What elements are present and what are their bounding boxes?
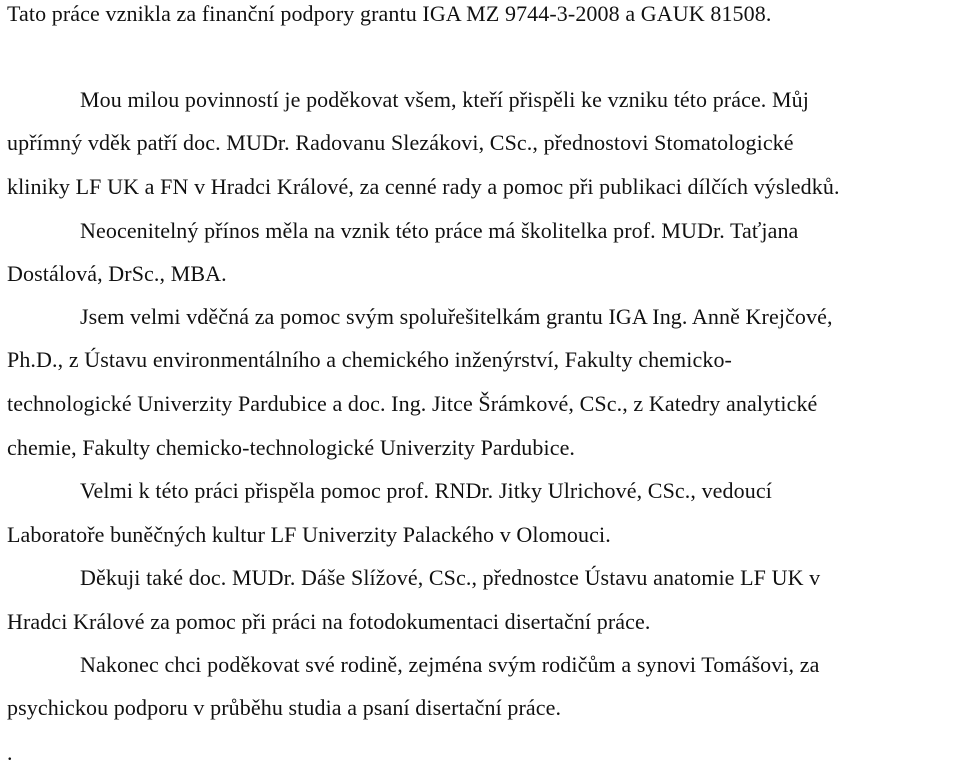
funding-line: Tato práce vznikla za finanční podpory grantu IGA MZ 9744-3-2008 a GAUK 81508.: [7, 1, 772, 26]
paragraph-3-line-2: Ph.D., z Ústavu environmentálního a chemického inženýrství, Fakulty chemicko-: [7, 347, 732, 372]
paragraph-2-line-2: Dostálová, DrSc., MBA.: [7, 261, 227, 286]
trailing-period: .: [7, 740, 13, 765]
paragraph-4-line-2: Laboratoře buněčných kultur LF Univerzity Palackého v Olomouci.: [7, 522, 611, 547]
paragraph-1-line-1: Mou milou povinností je poděkovat všem, kteří přispěli ke vzniku této práce. Můj: [80, 87, 809, 112]
paragraph-6-line-2: psychickou podporu v průběhu studia a psaní disertační práce.: [7, 695, 562, 720]
paragraph-3-line-1: Jsem velmi vděčná za pomoc svým spoluřešitelkám grantu IGA Ing. Anně Krejčové,: [80, 304, 833, 329]
paragraph-2-line-1: Neocenitelný přínos měla na vznik této práce má školitelka prof. MUDr. Taťjana: [80, 218, 799, 243]
paragraph-1-line-3: kliniky LF UK a FN v Hradci Králové, za cenné rady a pomoc při publikaci dílčích výsledků.: [7, 174, 840, 199]
paragraph-1-line-2: upřímný vděk patří doc. MUDr. Radovanu Slezákovi, CSc., přednostovi Stomatologické: [7, 130, 794, 155]
paragraph-5-line-2: Hradci Králové za pomoc při práci na fotodokumentaci disertační práce.: [7, 609, 651, 634]
paragraph-5-line-1: Děkuji také doc. MUDr. Dáše Slížové, CSc., přednostce Ústavu anatomie LF UK v: [80, 565, 821, 590]
paragraph-4-line-1: Velmi k této práci přispěla pomoc prof. RNDr. Jitky Ulrichové, CSc., vedoucí: [80, 478, 772, 503]
paragraph-3-line-3: technologické Univerzity Pardubice a doc. Ing. Jitce Šrámkové, CSc., z Katedry analytické: [7, 391, 818, 416]
paragraph-3-line-4: chemie, Fakulty chemicko-technologické Univerzity Pardubice.: [7, 435, 576, 460]
paragraph-6-line-1: Nakonec chci poděkovat své rodině, zejména svým rodičům a synovi Tomášovi, za: [80, 652, 820, 677]
